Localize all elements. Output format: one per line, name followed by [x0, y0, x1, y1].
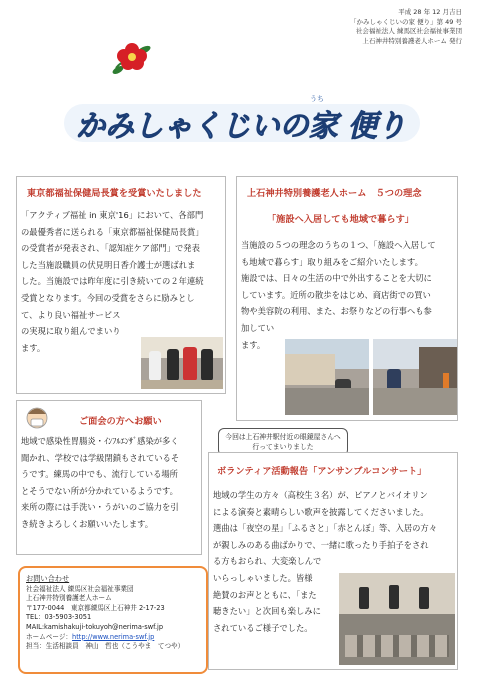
award-line: した当施設職員の伏見明日香介護士が選ばれま — [21, 259, 196, 270]
contact-person: 担当：生活相談員 神山 哲也（こうやま てつや） — [26, 642, 185, 651]
issue-info — [350, 8, 462, 46]
volunteer-line: が親しみのある曲ばかりで、一緒に歌ったり手拍子をされ — [213, 539, 429, 550]
award-body — [21, 207, 225, 356]
title-text: かみしゃくじいの家 便り — [76, 109, 406, 144]
principle-article — [236, 176, 458, 421]
publisher-org: 社会福祉法人 練馬区社会福祉事業団 — [355, 27, 462, 35]
contact-tel: TEL：03-5903-3051 — [26, 613, 92, 622]
award-article — [16, 176, 226, 394]
contact-box — [18, 566, 208, 674]
principle-heading: 上石神井特別養護老人ホーム ５つの理念 — [247, 188, 422, 199]
camellia-flower-icon — [110, 38, 154, 78]
contact-mail: MAIL:kamishakuji-tokuyoh@nerima-swf.jp — [26, 622, 164, 631]
award-line: の受賞者が発表され、「認知症ケア部門」で発表 — [21, 243, 200, 254]
principle-line: も地域で暮らす」取り組みをご紹介いたします。 — [241, 256, 423, 267]
visitor-notice-line: 聞かれ、学校では学級閉鎖もされているそ — [21, 452, 180, 463]
visitor-notice-line: 来所の際には手洗い・うがいのご協力を引 — [21, 502, 179, 513]
principle-line: 物や美容院の利用、また、お祭りなどの行事へも参 — [241, 306, 432, 317]
visitor-notice-line: うです。練馬の中でも、流行している場所 — [21, 469, 178, 480]
award-line: 受賞となります。今回の受賞をさらに励みとし — [21, 292, 195, 303]
website-link[interactable]: http://www.nerima-swf.jp — [72, 632, 155, 641]
visitor-notice-article — [16, 400, 202, 555]
photo-caption-callout: 今回は上石神井駅付近の眼鏡屋さんへ行ってまいりました — [218, 428, 348, 456]
visitor-notice-heading: ご面会の方へお願い — [79, 416, 162, 427]
outing-photo-shop — [373, 339, 457, 415]
volunteer-line: 聴きたい」と次回も楽しみに — [213, 606, 321, 617]
award-line: の最優秀者に送られる「東京都福祉保健局長賞」 — [21, 226, 204, 237]
award-line: て、より良い福祉サービス — [21, 309, 121, 320]
volunteer-line: 選曲は「夜空の星」「ふるさと」「赤とんぼ」等、入居の方々 — [213, 523, 438, 534]
visitor-notice-line: き続きよろしくお願いいたします。 — [21, 518, 154, 529]
volunteer-heading: ボランティア活動報告「アンサンブルコンサート」 — [217, 466, 427, 477]
visitor-notice-body — [21, 433, 201, 533]
contact-title: お問い合わせ — [26, 574, 70, 583]
volunteer-line: 絶賛のお声とともに、「また — [213, 589, 317, 600]
volunteer-line: る方もおられ、大変楽しんで — [213, 556, 322, 567]
principle-line: 施設では、日々の生活の中で外出することを大切に — [241, 273, 432, 284]
award-line: 「アクティブ福祉 in 東京'16」において、各部門 — [21, 210, 204, 220]
newsletter-title — [62, 92, 422, 146]
volunteer-article — [208, 452, 458, 670]
visitor-notice-line: とそうでない所が分かれているようです。 — [21, 485, 178, 496]
principle-line: しています。近所の散歩をはじめ、商店街での買い — [241, 289, 431, 300]
award-heading: 東京都福祉保健局長賞を受賞いたしました — [27, 188, 202, 199]
volunteer-line: されているご様子でした。 — [213, 622, 313, 633]
award-line: の実現に取り組んでまいり — [21, 326, 121, 337]
volunteer-line: 地域の学生の方々（高校生３名）が、ピアノとバイオリン — [213, 490, 428, 500]
mask-person-icon — [23, 405, 51, 433]
outing-photo-street — [285, 339, 369, 415]
contact-address: 〒177-0044 東京都練馬区上石神井 2-17-23 — [26, 603, 165, 612]
principle-line: 当施設の５つの理念のうちの１つ、「施設へ入居して — [241, 240, 436, 250]
principle-subheading: 「施設へ入居しても地域で暮らす」 — [267, 214, 414, 225]
concert-photo — [339, 573, 455, 665]
award-line: ます。 — [21, 342, 46, 353]
issue-date: 平成 28 年 12 月吉日 — [398, 8, 462, 16]
volunteer-line: いらっしゃいました。皆様 — [213, 572, 313, 583]
contact-facility: 上石神井特別養護老人ホーム — [26, 594, 112, 603]
principle-line: 加してい — [241, 322, 275, 333]
newsletter-name: 「かみしゃくじいの家 便り」第 49 号 — [350, 17, 462, 26]
publisher-facility: 上石神井特別養護老人ホーム 発行 — [362, 36, 462, 45]
contact-web-label: ホームページ： — [26, 632, 73, 641]
title-ruby: うち — [310, 95, 324, 103]
contact-org: 社会福祉法人 練馬区社会福祉事業団 — [26, 584, 134, 593]
visitor-notice-line: 地域で感染性胃腸炎・ｲﾝﾌﾙｴﾝｻﾞ感染が多く — [21, 436, 179, 446]
contact-web — [26, 633, 200, 643]
award-line: した。当施設では昨年度に引き続いての２年連続 — [21, 276, 204, 287]
volunteer-line: による演奏と素晴らしい歌声を披露してくださいました。 — [213, 506, 429, 517]
principle-line: ます。 — [241, 339, 266, 350]
award-ceremony-photo — [141, 337, 223, 389]
principle-body — [241, 237, 457, 353]
